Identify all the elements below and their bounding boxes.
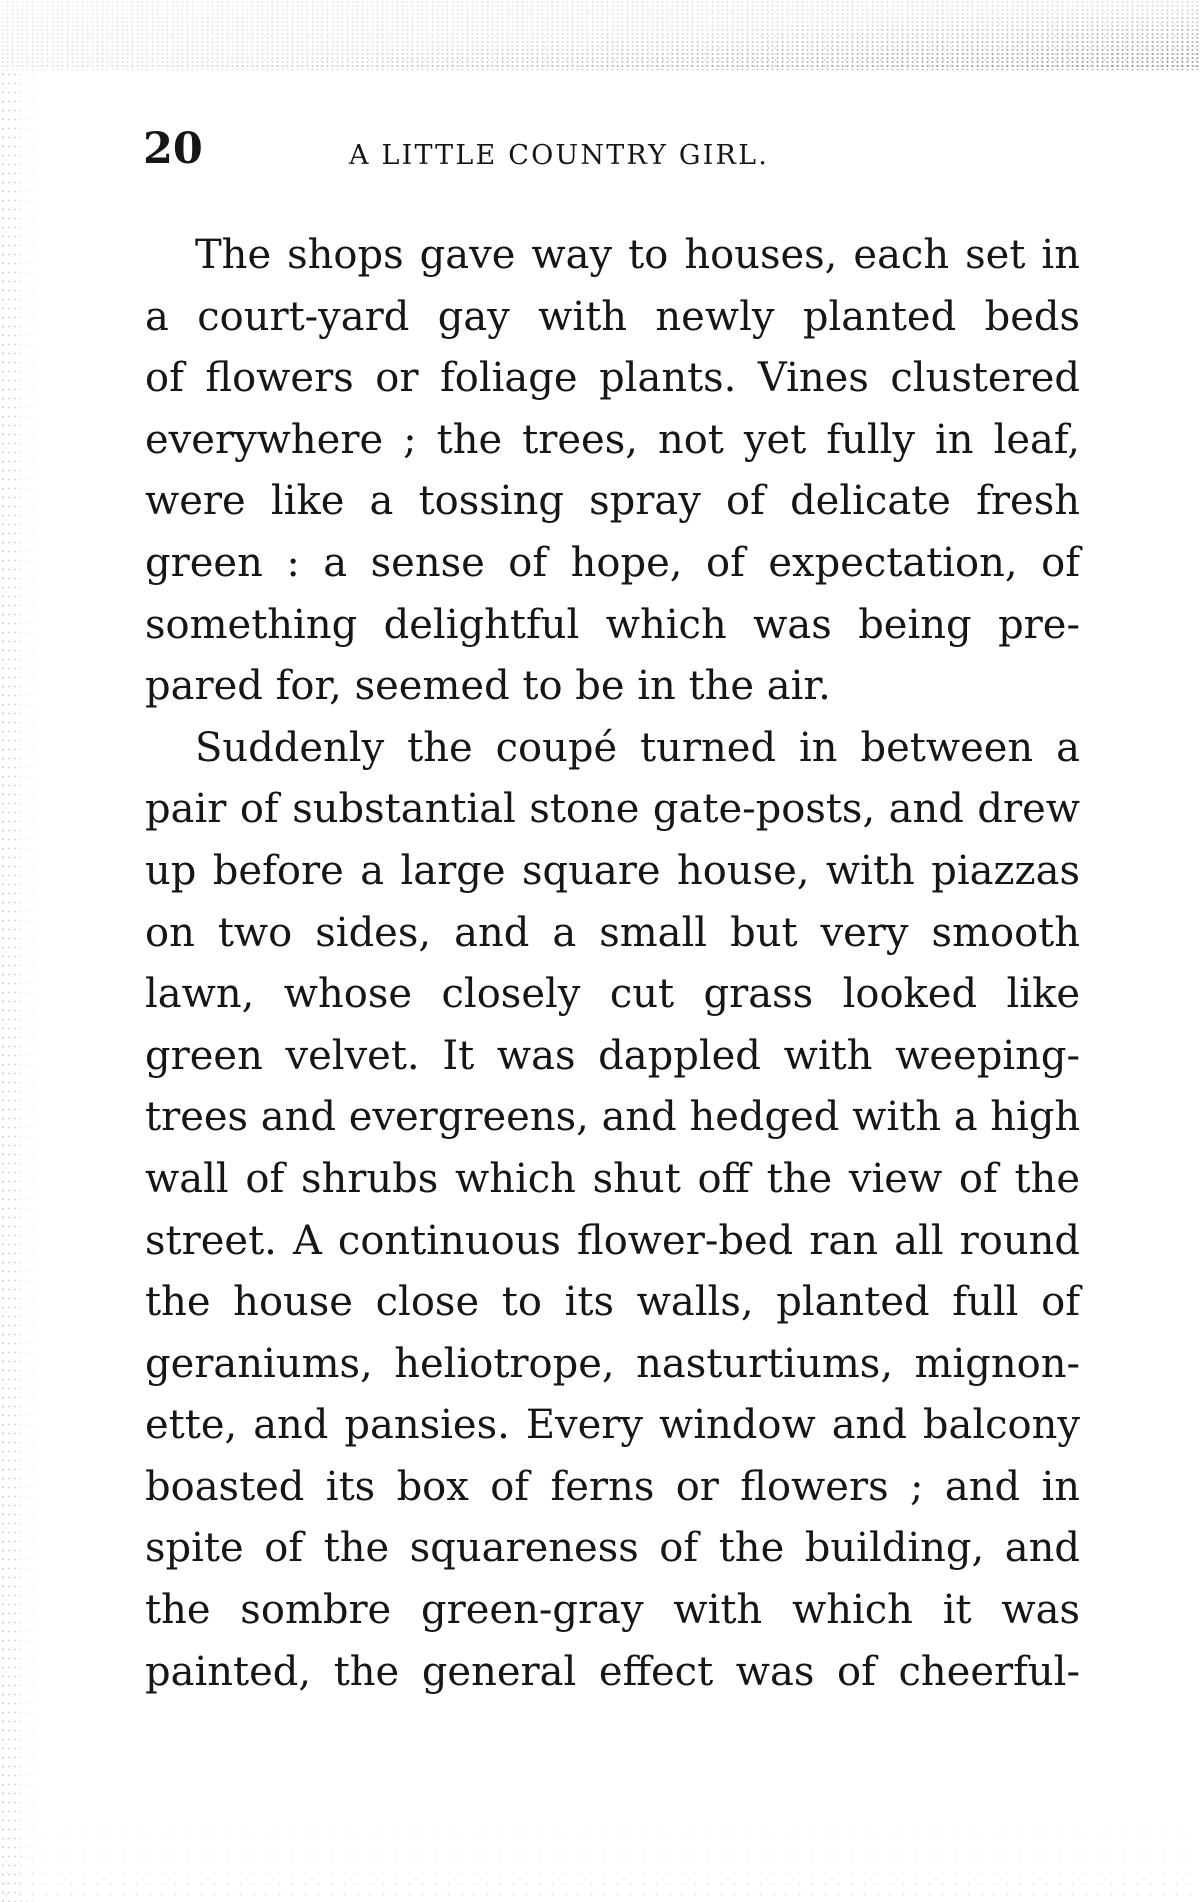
text-line: green velvet. It was dappled with weeping- xyxy=(145,1032,1080,1079)
running-title: A LITTLE COUNTRY GIRL. xyxy=(349,140,769,171)
text-line: boasted its box of ferns or flowers ; and in xyxy=(145,1463,1080,1510)
text-line: green : a sense of hope, of expectation, of xyxy=(145,539,1080,586)
text-line: geraniums, heliotrope, nasturtiums, mignon- xyxy=(145,1340,1080,1387)
text-line: up before a large square house, with piazzas xyxy=(145,847,1080,894)
text-line: The shops gave way to houses, each set in xyxy=(195,232,1080,278)
text-line: a court-yard gay with newly planted beds xyxy=(145,293,1080,340)
body-text xyxy=(145,225,1080,1703)
scan-noise-left xyxy=(0,70,40,1902)
text-line: something delightful which was being pre- xyxy=(145,601,1080,648)
scan-noise-bottom xyxy=(0,1812,1200,1902)
text-line: the house close to its walls, planted full of xyxy=(145,1279,1080,1326)
text-line: lawn, whose closely cut grass looked like xyxy=(145,971,1080,1018)
text-line: trees and evergreens, and hedged with a high xyxy=(145,1094,1081,1141)
text-line: everywhere ; the trees, not yet fully in leaf, xyxy=(145,416,1080,463)
text-line: of flowers or foliage plants. Vines clustered xyxy=(145,355,1080,402)
text-line: Suddenly the coupé turned in between a xyxy=(195,724,1080,771)
scan-noise-top xyxy=(0,0,1200,70)
page-header xyxy=(143,124,1078,188)
text-line: ette, and pansies. Every window and balcony xyxy=(145,1402,1080,1449)
text-line: pared for, seemed to be in the air. xyxy=(145,663,831,710)
text-line: pair of substantial stone gate-posts, and drew xyxy=(145,786,1080,833)
page-number: 20 xyxy=(143,124,203,174)
text-line: on two sides, and a small but very smooth xyxy=(145,909,1080,956)
text-line: street. A continuous flower-bed ran all round xyxy=(145,1217,1080,1264)
text-line: painted, the general effect was of cheerful- xyxy=(145,1648,1080,1695)
text-line: the sombre green-gray with which it was xyxy=(145,1587,1080,1634)
text-line: wall of shrubs which shut off the view of the xyxy=(145,1155,1080,1202)
text-line: spite of the squareness of the building, and xyxy=(145,1525,1080,1572)
text-line: were like a tossing spray of delicate fresh xyxy=(145,478,1080,525)
